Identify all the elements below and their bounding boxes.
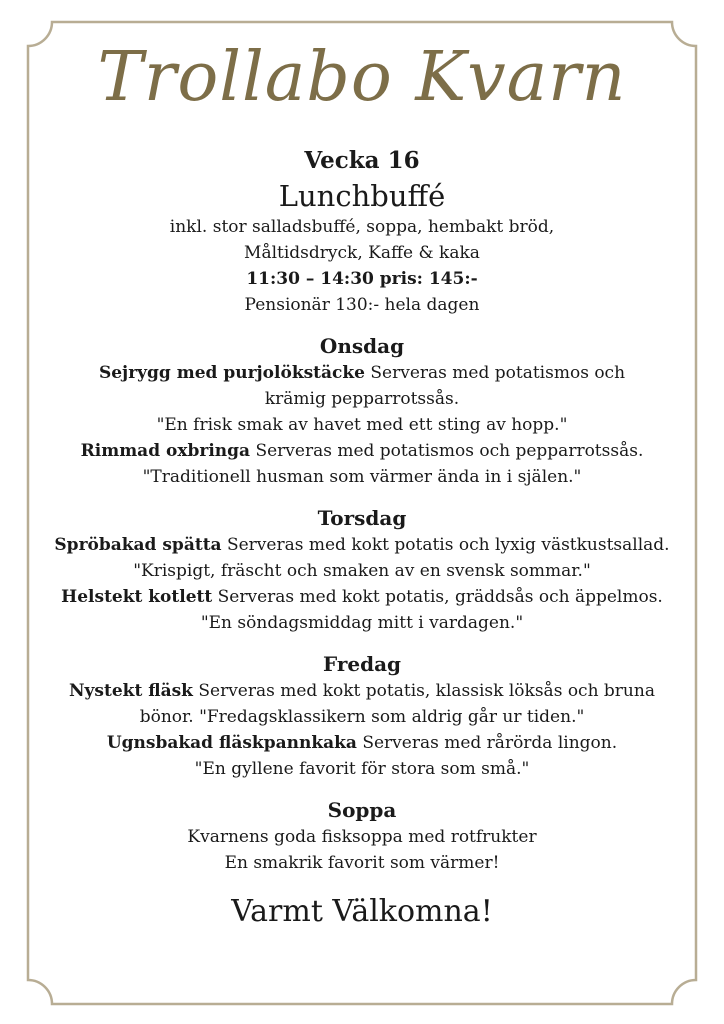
dish-name: Spröbakad spätta [54,535,222,555]
dish-name: Ugnsbakad fläskpannkaka [106,733,357,753]
day-heading: Onsdag [319,334,405,358]
menu-content [40,40,684,932]
dish-name: Nystekt fläsk [69,681,193,701]
hours-price: 11:30 – 14:30 pris: 145:- [246,269,478,289]
dish [40,730,684,756]
includes-line-1: inkl. stor salladsbuffé, soppa, hembakt bröd, [169,217,555,237]
dish-description: Serveras med kokt potatis, klassisk löksås och bruna bönor. "Fredagsklassikern som aldrig går ur tiden." [139,681,655,727]
dish [52,532,672,584]
dish-name: Helstekt kotlett [61,587,213,607]
day-heading: Torsdag [317,506,407,530]
senior-price: Pensionär 130:- hela dagen [244,295,480,315]
dish [40,438,684,464]
dish [62,678,662,730]
dish [40,584,684,610]
dish-description: Serveras med kokt potatis, gräddsås och äppelmos. [212,587,663,607]
dish-description: Serveras med rårörda lingon. [356,733,618,753]
dish-description: Serveras med potatismos och krämig pepparrotssås. [264,363,626,409]
includes-line-2: Måltidsdryck, Kaffe & kaka [244,243,480,263]
soup-heading: Soppa [327,798,397,822]
dish-quote: "En frisk smak av havet med ett sting av hopp." [156,415,568,435]
dish-name: Rimmad oxbringa [80,441,251,461]
restaurant-title: Trollabo Kvarn [97,38,627,117]
week-label: Vecka 16 [304,147,420,174]
dish [97,360,627,412]
soup-line-2: En smakrik favorit som värmer! [224,853,500,873]
welcome-text: Varmt Välkomna! [231,894,493,929]
dish-quote: "Traditionell husman som värmer ända in i själen." [142,467,582,487]
dish-description: Serveras med kokt potatis och lyxig västkustsallad. "Krispigt, fräscht och smaken av en svensk sommar." [133,535,670,581]
lunch-heading: Lunchbuffé [278,179,446,213]
dish-quote: "En gyllene favorit för stora som små." [194,759,530,779]
soup-line-1: Kvarnens goda fisksoppa med rotfrukter [187,827,537,847]
dish-quote: "En söndagsmiddag mitt i vardagen." [200,613,524,633]
dish-name: Sejrygg med purjolökstäcke [98,363,365,383]
day-heading: Fredag [322,652,402,676]
dish-description: Serveras med potatismos och pepparrotssås. [250,441,644,461]
